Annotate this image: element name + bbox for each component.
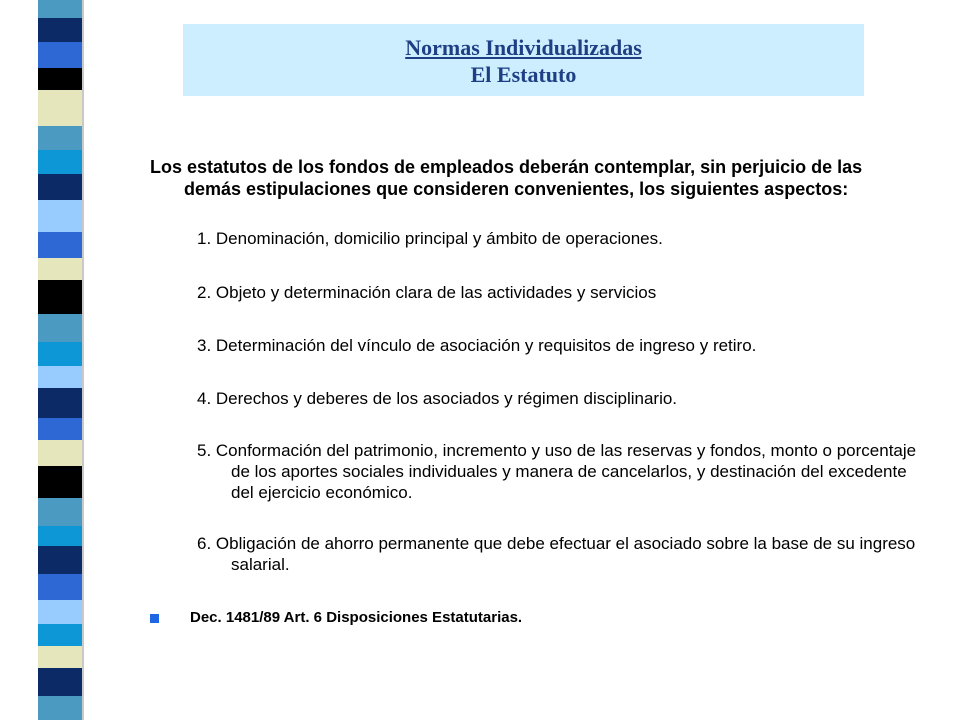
list-item: 2. Objeto y determinación clara de las actividades y servicios xyxy=(197,283,657,302)
list-item: 1. Denominación, domicilio principal y ámbito de operaciones. xyxy=(197,229,663,248)
slide-content xyxy=(150,156,920,628)
stripe-segment xyxy=(38,574,82,600)
stripe-segment xyxy=(38,232,82,258)
stripe-segment xyxy=(38,418,82,440)
stripe-segment xyxy=(38,546,82,574)
stripe-segment xyxy=(38,366,82,388)
intro-paragraph: Los estatutos de los fondos de empleados deberán contemplar, sin perjuicio de las demás estipulaciones que consideren convenientes, los siguientes aspectos: xyxy=(150,157,863,199)
stripe-segment xyxy=(38,0,82,18)
stripe-segment xyxy=(38,526,82,546)
stripe-segment xyxy=(38,18,82,42)
stripe-segment xyxy=(38,68,82,90)
stripe-segment xyxy=(38,150,82,174)
reference-text: Dec. 1481/89 Art. 6 Disposiciones Estatutarias. xyxy=(190,609,523,626)
stripe-segment xyxy=(38,600,82,624)
stripe-segment xyxy=(38,314,82,342)
stripe-segment xyxy=(38,258,82,280)
stripe-segment xyxy=(38,342,82,366)
reference-note xyxy=(150,608,920,628)
title-box xyxy=(183,24,864,96)
stripe-segment xyxy=(38,174,82,200)
stripe-segment xyxy=(38,200,82,232)
stripe-segment xyxy=(38,280,82,314)
stripe-segment xyxy=(38,388,82,418)
list-item: 5. Conformación del patrimonio, incremento y uso de las reservas y fondos, monto o porcentaje de los aportes sociales individuales y manera de cancelarlos, y destinación del excedente del ejercicio económico. xyxy=(197,441,917,502)
stripe-segment xyxy=(38,466,82,498)
page-subtitle: El Estatuto xyxy=(470,62,577,87)
stripe-segment xyxy=(38,498,82,526)
stripe-column xyxy=(38,0,82,720)
square-bullet-icon xyxy=(150,614,159,623)
list-item: 3. Determinación del vínculo de asociación y requisitos de ingreso y retiro. xyxy=(197,336,757,355)
stripe-segment xyxy=(38,624,82,646)
stripe-segment xyxy=(38,668,82,696)
stripe-segment xyxy=(38,646,82,668)
list-item: 6. Obligación de ahorro permanente que debe efectuar el asociado sobre la base de su ingreso salarial. xyxy=(197,534,916,574)
stripe-segment xyxy=(38,90,82,126)
stripe-segment xyxy=(38,440,82,466)
decorative-stripe-bar xyxy=(0,0,110,720)
page-title: Normas Individualizadas xyxy=(405,35,642,60)
stripe-segment xyxy=(38,696,82,720)
stripe-segment xyxy=(38,42,82,68)
stripe-segment xyxy=(38,126,82,150)
list-item: 4. Derechos y deberes de los asociados y régimen disciplinario. xyxy=(197,389,678,408)
stripe-edge xyxy=(82,0,84,720)
